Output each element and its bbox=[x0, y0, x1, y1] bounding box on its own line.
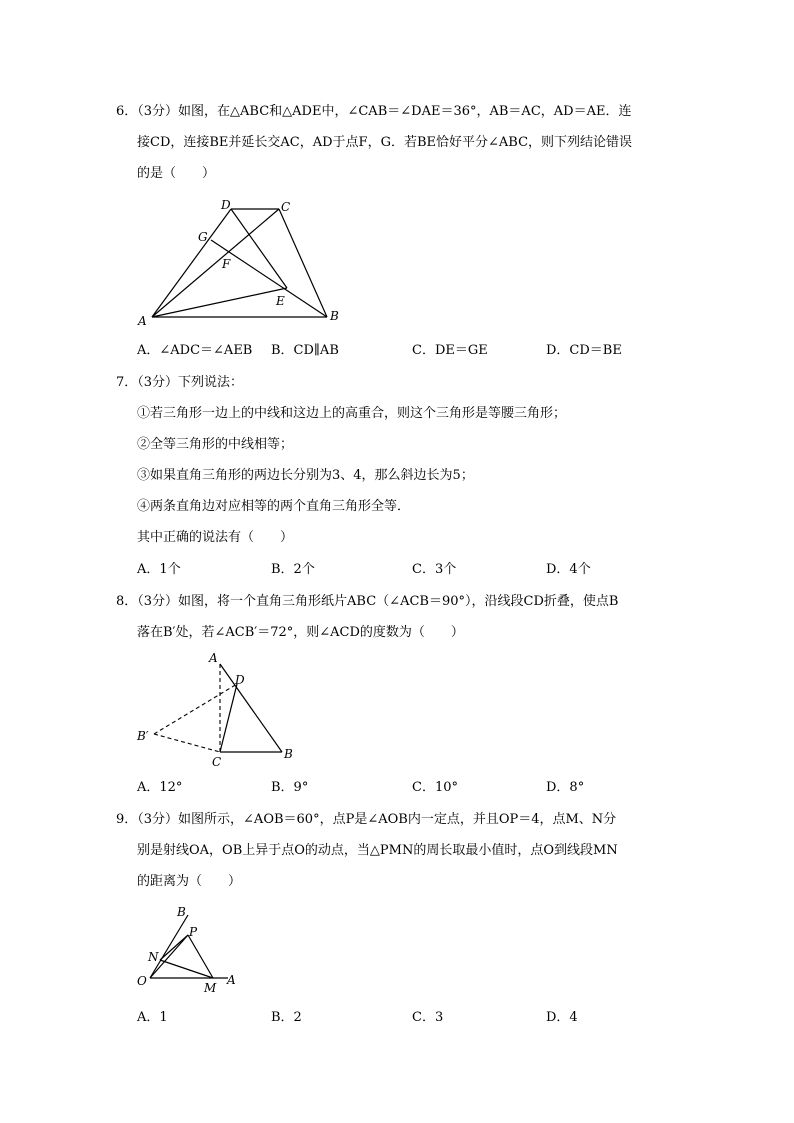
q9-option-b[interactable]: B．2 bbox=[271, 1010, 302, 1025]
q7-line-1: 7．（3分）下列说法： bbox=[116, 375, 244, 390]
q9-option-a[interactable]: A．1 bbox=[137, 1010, 168, 1025]
q9-label-M: M bbox=[204, 981, 217, 995]
q7-statement-4: ④两条直角边对应相等的两个直角三角形全等． bbox=[137, 499, 411, 514]
seg-NM bbox=[160, 960, 213, 978]
q6-label-D: D bbox=[221, 198, 231, 212]
q8-label-B: B bbox=[284, 747, 293, 761]
q8-fold-diagram bbox=[154, 664, 282, 752]
q7-option-d[interactable]: D．4个 bbox=[546, 562, 591, 577]
q8-option-b[interactable]: B．9° bbox=[271, 780, 309, 795]
q6-option-c[interactable]: C．DE＝GE bbox=[412, 343, 488, 358]
q7-statement-2: ②全等三角形的中线相等； bbox=[137, 437, 294, 452]
seg-PN bbox=[160, 935, 188, 960]
q9-option-c[interactable]: C．3 bbox=[412, 1010, 444, 1025]
q6-line-1: 6．（3分）如图，在△ABC和△ADE中，∠CAB＝∠DAE＝36°，AB＝AC，AD＝AE．连 bbox=[116, 104, 632, 119]
q7-prompt: 其中正确的说法有（ ） bbox=[137, 530, 294, 545]
q9-label-O: O bbox=[137, 974, 147, 988]
seg-AC bbox=[152, 209, 279, 317]
q6-option-b[interactable]: B．CD∥AB bbox=[271, 343, 339, 358]
seg-CD bbox=[220, 684, 237, 752]
q8-option-a[interactable]: A．12° bbox=[137, 780, 183, 795]
q6-triangle-diagram bbox=[152, 209, 327, 317]
q9-line-3: 的距离为（ ） bbox=[137, 874, 242, 889]
q8-option-d[interactable]: D．8° bbox=[546, 780, 585, 795]
q9-label-A: A bbox=[227, 973, 236, 987]
seg-BpC-dashed bbox=[154, 734, 220, 752]
seg-DE bbox=[231, 209, 287, 288]
q7-option-b[interactable]: B．2个 bbox=[271, 562, 315, 577]
ray-OB bbox=[150, 915, 188, 978]
q9-label-B: B bbox=[177, 905, 186, 919]
q9-line-2: 别是射线OA，OB上异于点O的动点，当△PMN的周长取最小值时，点O到线段MN bbox=[137, 843, 618, 858]
seg-CB bbox=[279, 209, 327, 317]
q9-line-1: 9．（3分）如图所示，∠AOB＝60°，点P是∠AOB内一定点，并且OP＝4，点M、N分 bbox=[116, 812, 617, 827]
q7-statement-3: ③如果直角三角形的两边长分别为3、4，那么斜边长为5； bbox=[137, 468, 474, 483]
seg-OP bbox=[150, 935, 188, 978]
seg-BG bbox=[211, 240, 327, 317]
q6-label-B: B bbox=[330, 309, 339, 323]
q6-label-A: A bbox=[138, 314, 147, 328]
q7-option-c[interactable]: C．3个 bbox=[412, 562, 457, 577]
q8-label-A: A bbox=[209, 651, 218, 665]
q8-line-1: 8．（3分）如图，将一个直角三角形纸片ABC（∠ACB＝90°），沿线段CD折叠，使点B bbox=[116, 594, 619, 609]
q9-angle-diagram bbox=[150, 915, 228, 978]
q6-line-3: 的是（ ） bbox=[137, 166, 216, 181]
seg-AE bbox=[152, 288, 287, 317]
q9-option-d[interactable]: D．4 bbox=[546, 1010, 578, 1025]
q6-line-2: 接CD，连接BE并延长交AC，AD于点F，G．若BE恰好平分∠ABC，则下列结论错误 bbox=[137, 135, 633, 150]
q8-line-2: 落在B′处，若∠ACB′＝72°，则∠ACD的度数为（ ） bbox=[137, 625, 464, 640]
q6-label-C: C bbox=[281, 200, 291, 214]
q6-option-a[interactable]: A．∠ADC＝∠AEB bbox=[137, 343, 253, 358]
q7-option-a[interactable]: A．1个 bbox=[137, 562, 181, 577]
q8-label-Bp: B′ bbox=[137, 729, 149, 743]
q8-label-D: D bbox=[235, 673, 245, 687]
q6-label-G: G bbox=[198, 230, 208, 244]
seg-AB bbox=[220, 664, 282, 752]
q9-label-P: P bbox=[189, 925, 198, 939]
q6-option-d[interactable]: D．CD＝BE bbox=[546, 343, 622, 358]
seg-PM bbox=[188, 935, 213, 978]
seg-BpD-dashed bbox=[154, 684, 237, 734]
q6-label-F: F bbox=[222, 257, 231, 271]
seg-AD bbox=[152, 209, 231, 317]
q8-option-c[interactable]: C．10° bbox=[412, 780, 458, 795]
q9-label-N: N bbox=[148, 950, 159, 964]
q8-label-C: C bbox=[212, 755, 222, 769]
q7-statement-1: ①若三角形一边上的中线和这边上的高重合，则这个三角形是等腰三角形； bbox=[137, 406, 567, 421]
q6-label-E: E bbox=[276, 294, 285, 308]
